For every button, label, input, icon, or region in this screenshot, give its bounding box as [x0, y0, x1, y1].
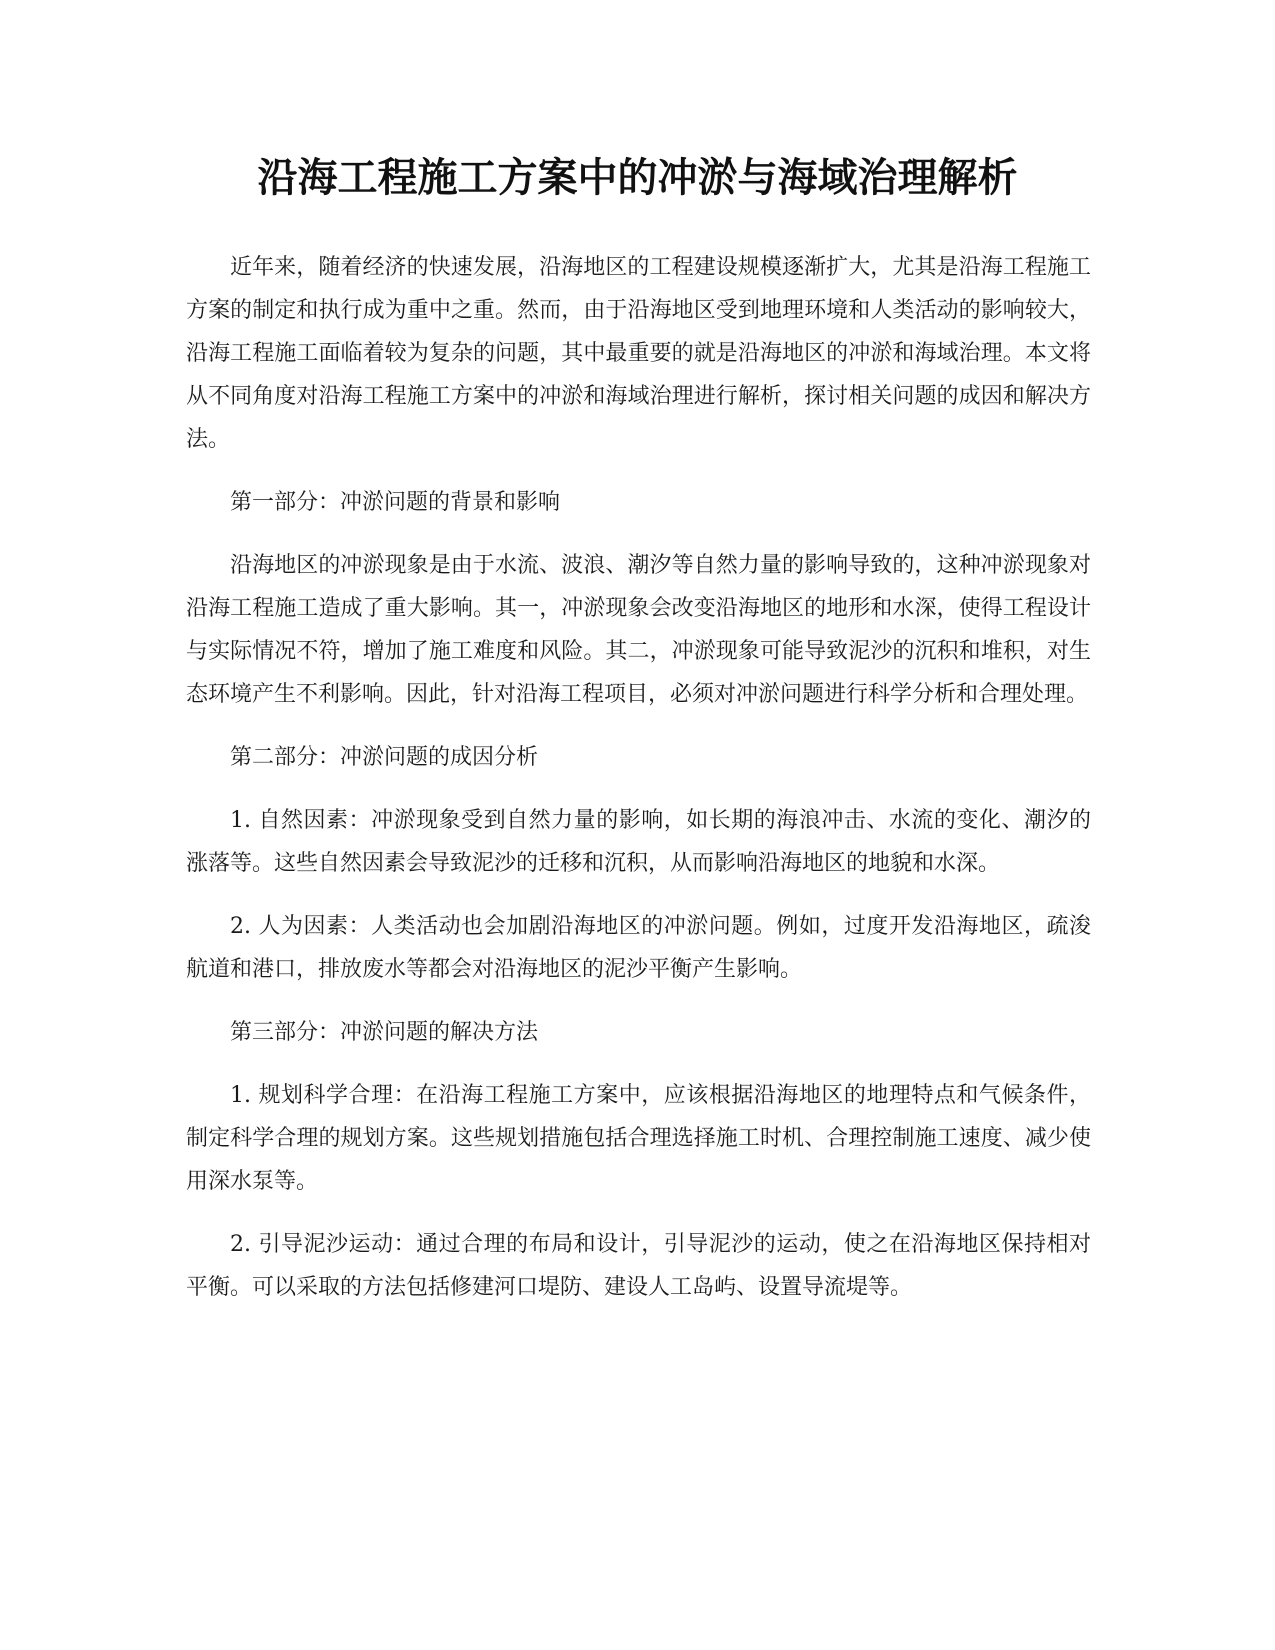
solution-sediment-paragraph: 2. 引导泥沙运动：通过合理的布局和设计，引导泥沙的运动，使之在沿海地区保持相对平衡。可以采取的方法包括修建河口堤防、建设人工岛屿、设置导流堤等。	[186, 1232, 1091, 1300]
cause-human-paragraph: 2. 人为因素：人类活动也会加剧沿海地区的冲淤问题。例如，过度开发沿海地区，疏浚航道和港口，排放废水等都会对沿海地区的泥沙平衡产生影响。	[186, 914, 1091, 982]
section-heading-part-two: 第二部分：冲淤问题的成因分析	[230, 745, 539, 770]
cause-natural-paragraph: 1. 自然因素：冲淤现象受到自然力量的影响，如长期的海浪冲击、水流的变化、潮汐的涨落等。这些自然因素会导致泥沙的迁移和沉积，从而影响沿海地区的地貌和水深。	[186, 808, 1091, 876]
solution-planning-paragraph: 1. 规划科学合理：在沿海工程施工方案中，应该根据沿海地区的地理特点和气候条件，制定科学合理的规划方案。这些规划措施包括合理选择施工时机、合理控制施工速度、减少使用深水泵等。	[186, 1083, 1091, 1194]
section-heading-part-three: 第三部分：冲淤问题的解决方法	[230, 1020, 539, 1045]
document-body	[186, 246, 1091, 1329]
intro-paragraph: 近年来，随着经济的快速发展，沿海地区的工程建设规模逐渐扩大，尤其是沿海工程施工方案的制定和执行成为重中之重。然而，由于沿海地区受到地理环境和人类活动的影响较大，沿海工程施工面临着较为复杂的问题，其中最重要的就是沿海地区的冲淤和海域治理。本文将从不同角度对沿海工程施工方案中的冲淤和海域治理进行解析，探讨相关问题的成因和解决方法。	[186, 255, 1091, 452]
document-title: 沿海工程施工方案中的冲淤与海域治理解析	[257, 155, 1018, 201]
section-heading-part-one: 第一部分：冲淤问题的背景和影响	[230, 490, 561, 515]
background-paragraph: 沿海地区的冲淤现象是由于水流、波浪、潮汐等自然力量的影响导致的，这种冲淤现象对沿海工程施工造成了重大影响。其一，冲淤现象会改变沿海地区的地形和水深，使得工程设计与实际情况不符，增加了施工难度和风险。其二，冲淤现象可能导致泥沙的沉积和堆积，对生态环境产生不利影响。因此，针对沿海工程项目，必须对冲淤问题进行科学分析和合理处理。	[186, 553, 1091, 707]
